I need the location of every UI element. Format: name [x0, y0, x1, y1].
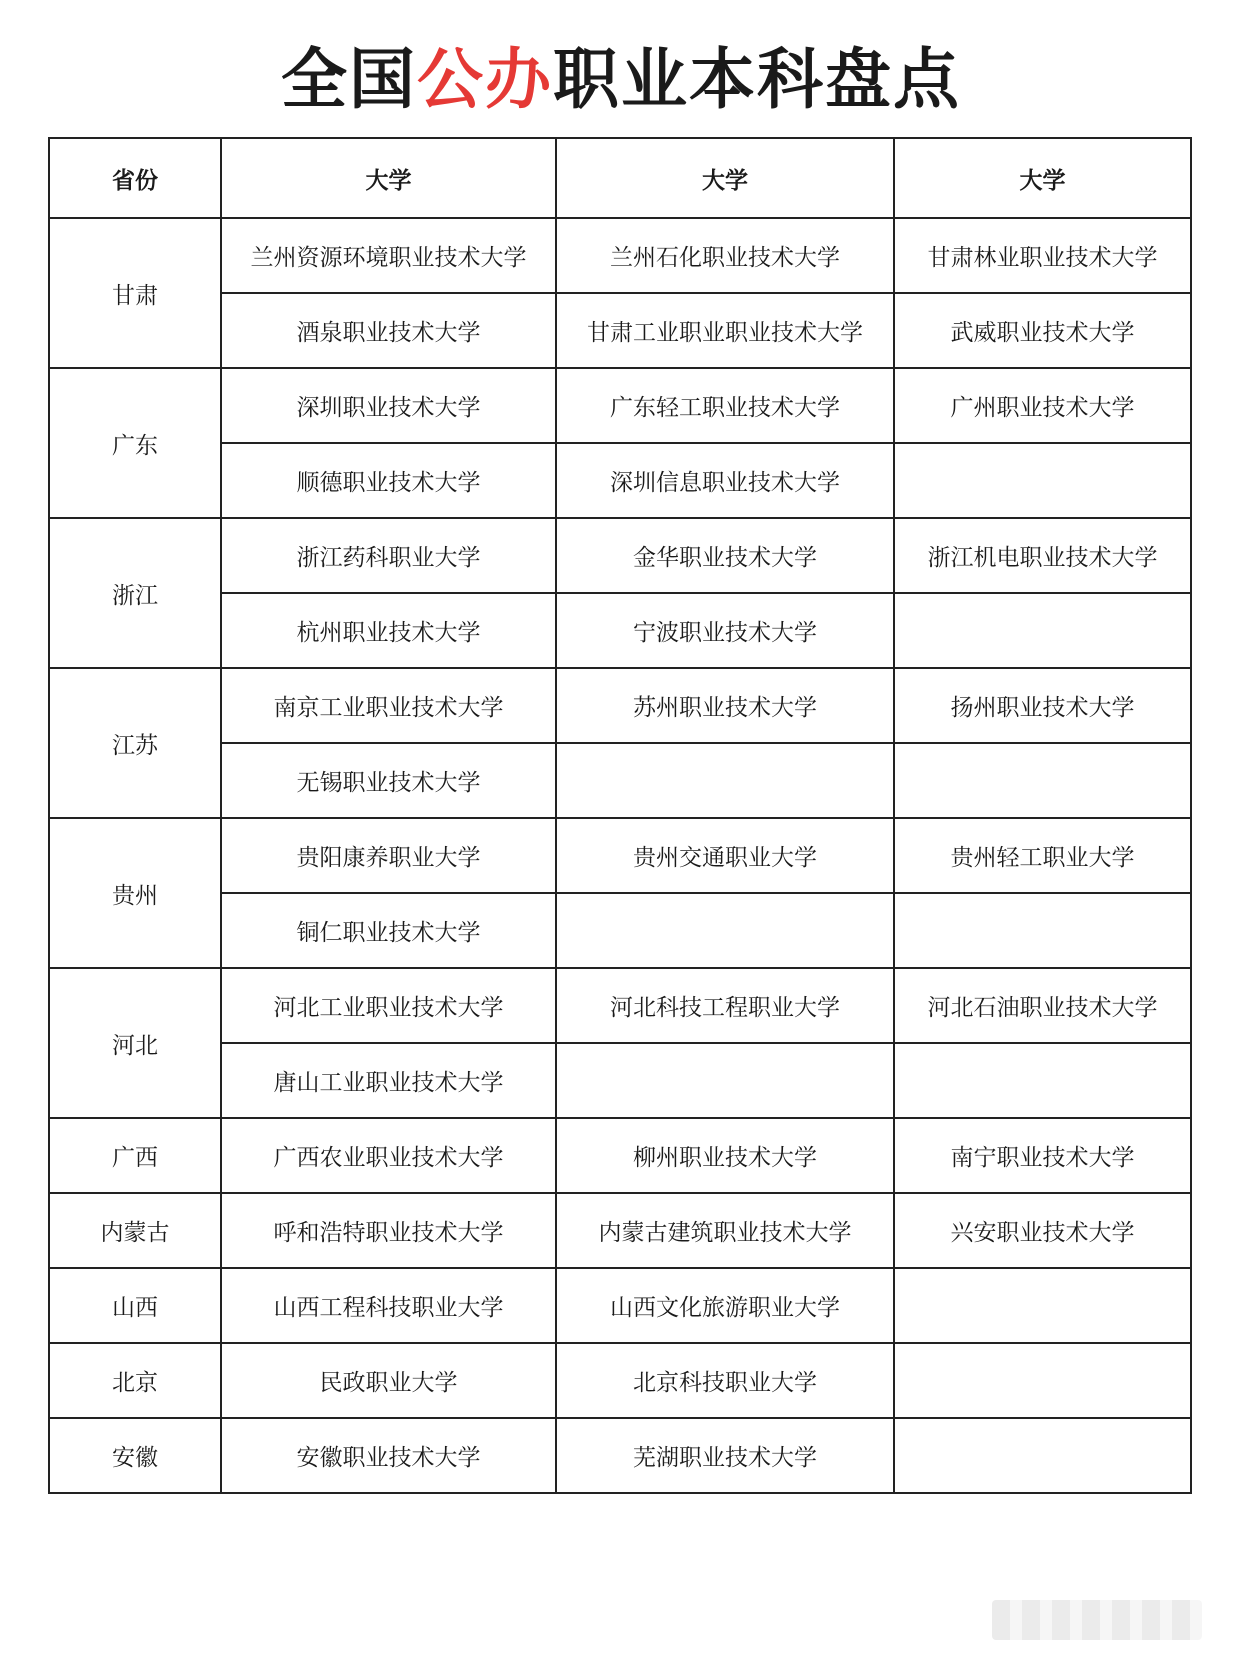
table-row: [49, 818, 1191, 893]
table-row: [49, 1193, 1191, 1268]
province-cell: 山西: [49, 1268, 221, 1343]
university-cell: [894, 893, 1191, 968]
university-cell: 河北工业职业技术大学: [221, 968, 556, 1043]
title-highlight: 公办: [417, 41, 553, 118]
table-row: [49, 668, 1191, 743]
title-prefix: 全国: [281, 41, 417, 118]
university-cell: 贵州轻工职业大学: [894, 818, 1191, 893]
header-university-3: 大学: [894, 138, 1191, 218]
table-row: [49, 368, 1191, 443]
university-cell: 柳州职业技术大学: [556, 1118, 894, 1193]
university-cell: 广东轻工职业技术大学: [556, 368, 894, 443]
university-table: [48, 137, 1192, 1494]
table-row: [49, 1118, 1191, 1193]
province-cell: 广东: [49, 368, 221, 518]
table-row: [49, 1343, 1191, 1418]
university-cell: 顺德职业技术大学: [221, 443, 556, 518]
header-province: 省份: [49, 138, 221, 218]
table-row: [49, 1268, 1191, 1343]
table-row: [49, 1043, 1191, 1118]
table-row: [49, 518, 1191, 593]
university-cell: 宁波职业技术大学: [556, 593, 894, 668]
university-cell: 内蒙古建筑职业技术大学: [556, 1193, 894, 1268]
university-cell: 金华职业技术大学: [556, 518, 894, 593]
table-row: [49, 443, 1191, 518]
page-title: [0, 38, 1242, 122]
university-cell: 深圳信息职业技术大学: [556, 443, 894, 518]
university-cell: [894, 1418, 1191, 1493]
university-cell: [556, 893, 894, 968]
province-cell: 甘肃: [49, 218, 221, 368]
table-header-row: [49, 138, 1191, 218]
university-cell: 芜湖职业技术大学: [556, 1418, 894, 1493]
university-cell: [894, 443, 1191, 518]
university-cell: 山西文化旅游职业大学: [556, 1268, 894, 1343]
table-row: [49, 1418, 1191, 1493]
university-cell: 广州职业技术大学: [894, 368, 1191, 443]
university-cell: 南京工业职业技术大学: [221, 668, 556, 743]
university-cell: 民政职业大学: [221, 1343, 556, 1418]
title-suffix: 职业本科盘点: [553, 41, 961, 118]
university-cell: 贵阳康养职业大学: [221, 818, 556, 893]
table-row: [49, 218, 1191, 293]
table-row: [49, 743, 1191, 818]
university-cell: 山西工程科技职业大学: [221, 1268, 556, 1343]
table-body: [49, 218, 1191, 1493]
university-cell: 无锡职业技术大学: [221, 743, 556, 818]
university-cell: [556, 743, 894, 818]
university-cell: 兰州石化职业技术大学: [556, 218, 894, 293]
header-university-2: 大学: [556, 138, 894, 218]
university-cell: 甘肃工业职业职业技术大学: [556, 293, 894, 368]
university-cell: 北京科技职业大学: [556, 1343, 894, 1418]
university-cell: 兴安职业技术大学: [894, 1193, 1191, 1268]
university-cell: 浙江药科职业大学: [221, 518, 556, 593]
university-cell: [894, 1043, 1191, 1118]
university-cell: 河北科技工程职业大学: [556, 968, 894, 1043]
university-cell: 深圳职业技术大学: [221, 368, 556, 443]
university-cell: 铜仁职业技术大学: [221, 893, 556, 968]
university-cell: [894, 593, 1191, 668]
university-cell: 河北石油职业技术大学: [894, 968, 1191, 1043]
province-cell: 江苏: [49, 668, 221, 818]
university-cell: [556, 1043, 894, 1118]
university-cell: 杭州职业技术大学: [221, 593, 556, 668]
university-cell: 酒泉职业技术大学: [221, 293, 556, 368]
university-cell: 兰州资源环境职业技术大学: [221, 218, 556, 293]
university-cell: [894, 1343, 1191, 1418]
table-row: [49, 593, 1191, 668]
province-cell: 浙江: [49, 518, 221, 668]
table-row: [49, 893, 1191, 968]
university-cell: 呼和浩特职业技术大学: [221, 1193, 556, 1268]
university-cell: 安徽职业技术大学: [221, 1418, 556, 1493]
university-cell: [894, 1268, 1191, 1343]
university-cell: 贵州交通职业大学: [556, 818, 894, 893]
university-cell: 浙江机电职业技术大学: [894, 518, 1191, 593]
province-cell: 安徽: [49, 1418, 221, 1493]
university-cell: 唐山工业职业技术大学: [221, 1043, 556, 1118]
province-cell: 贵州: [49, 818, 221, 968]
university-cell: 广西农业职业技术大学: [221, 1118, 556, 1193]
university-cell: 武威职业技术大学: [894, 293, 1191, 368]
table-row: [49, 968, 1191, 1043]
university-cell: 扬州职业技术大学: [894, 668, 1191, 743]
university-cell: 南宁职业技术大学: [894, 1118, 1191, 1193]
province-cell: 内蒙古: [49, 1193, 221, 1268]
province-cell: 河北: [49, 968, 221, 1118]
blurred-watermark: [992, 1600, 1202, 1640]
university-cell: 甘肃林业职业技术大学: [894, 218, 1191, 293]
province-cell: 北京: [49, 1343, 221, 1418]
university-cell: [894, 743, 1191, 818]
university-cell: 苏州职业技术大学: [556, 668, 894, 743]
province-cell: 广西: [49, 1118, 221, 1193]
table-row: [49, 293, 1191, 368]
header-university-1: 大学: [221, 138, 556, 218]
